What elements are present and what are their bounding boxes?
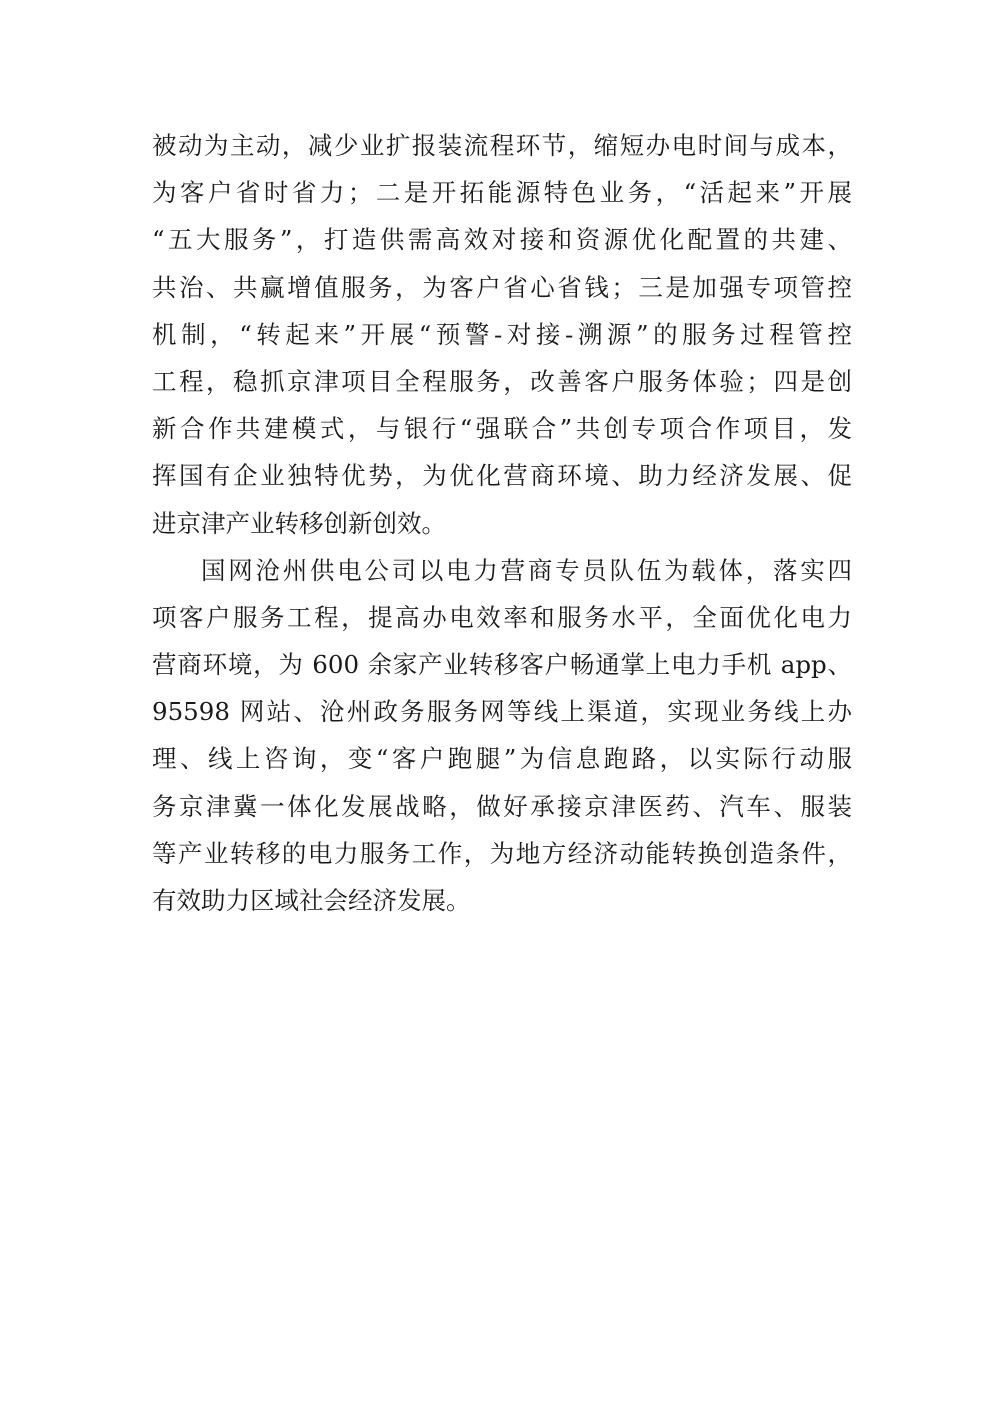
- text-line: 为客户省时省力；二是开拓能源特色业务，“活起来”开展: [152, 178, 852, 208]
- text-line: 务京津冀一体化发展战略，做好承接京津医药、汽车、服装: [152, 791, 852, 821]
- text-line: 有效助力区域社会经济发展。: [152, 886, 471, 915]
- text-line: 共治、共赢增值服务，为客户省心省钱；三是加强专项管控: [152, 272, 852, 302]
- text-line: 国网沧州供电公司以电力营商专员队伍为载体，落实四: [201, 555, 852, 585]
- text-line: 进京津产业转移创新创效。: [152, 508, 446, 538]
- text-line: 被动为主动，减少业扩报装流程环节，缩短办电时间与成本，: [152, 131, 852, 160]
- text-line: 机制，“转起来”开展“预警-对接-溯源”的服务过程管控: [152, 319, 852, 349]
- text-line: “五大服务”，打造供需高效对接和资源优化配置的共建、: [152, 225, 852, 255]
- text-line: 项客户服务工程，提高办电效率和服务水平，全面优化电力: [152, 602, 852, 632]
- document-body: [152, 122, 852, 924]
- text-line: 工程，稳抓京津项目全程服务，改善客户服务体验；四是创: [152, 366, 852, 396]
- text-line: 95598 网站、沧州政务服务网等线上渠道，实现业务线上办: [152, 697, 852, 727]
- text-line: 挥国有企业独特优势，为优化营商环境、助力经济发展、促: [152, 461, 852, 491]
- paragraph: [152, 547, 852, 925]
- paragraph: [152, 122, 852, 547]
- text-line: 营商环境，为 600 余家产业转移客户畅通掌上电力手机 app、: [152, 650, 852, 680]
- text-line: 理、线上咨询，变“客户跑腿”为信息跑路，以实际行动服: [152, 744, 852, 774]
- text-line: 新合作共建模式，与银行“强联合”共创专项合作项目，发: [152, 414, 852, 444]
- text-line: 等产业转移的电力服务工作，为地方经济动能转换创造条件，: [152, 838, 852, 868]
